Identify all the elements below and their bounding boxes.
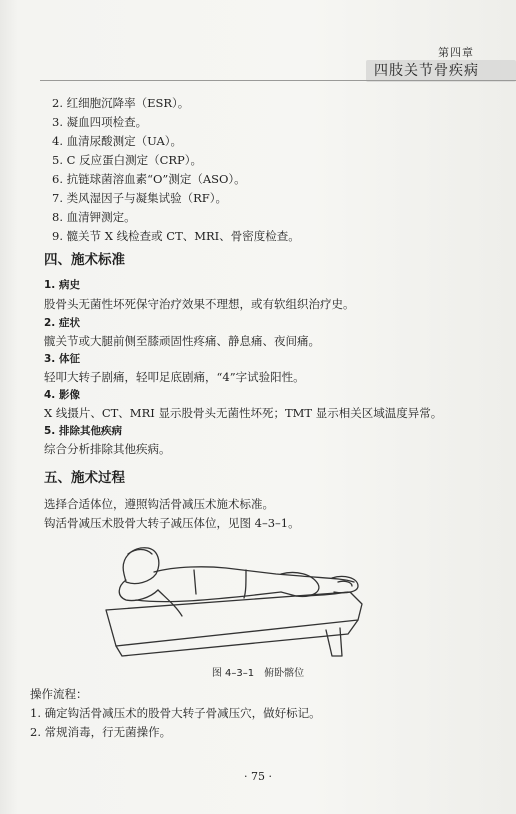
subsection-text: 轻叩大转子剧痛，轻叩足底剧痛，“4”字试验阳性。 [44,370,305,384]
chapter-label: 第四章 [438,46,474,59]
body-line: 钩活骨减压术股骨大转子减压体位，见图 4–3–1。 [44,516,300,530]
exam-item: 6. 抗链球菌溶血素“O”测定（ASO）。 [52,172,246,186]
subsection-title: 1. 病史 [44,279,80,291]
exam-item: 8. 血清钾测定。 [52,210,136,224]
procedure-title: 操作流程： [30,687,88,701]
exam-item: 9. 髋关节 X 线检查或 CT、MRI、骨密度检查。 [52,229,300,243]
prone-position-illustration [96,534,368,658]
exam-item: 4. 血清尿酸测定（UA）。 [52,134,183,148]
procedure-step: 1. 确定钩活骨减压术的股骨大转子骨减压穴，做好标记。 [30,706,321,720]
exam-item: 3. 凝血四项检查。 [52,115,148,129]
subsection-text: 髋关节或大腿前侧至膝顽固性疼痛、静息痛、夜间痛。 [44,334,320,348]
subsection-title: 3. 体征 [44,353,80,365]
page-number: · 75 · [244,770,272,783]
running-header-title: 四肢关节骨疾病 [366,60,516,82]
subsection-text: X 线摄片、CT、MRI 显示股骨头无菌性坏死；TMT 显示相关区域温度异常。 [44,406,443,420]
section-heading: 五、施术过程 [44,470,125,486]
body-line: 选择合适体位，遵照钩活骨减压术施术标准。 [44,497,274,511]
subsection-title: 5. 排除其他疾病 [44,425,122,437]
section-heading: 四、施术标准 [44,252,125,268]
subsection-title: 4. 影像 [44,389,80,401]
subsection-text: 股骨头无菌性坏死保守治疗效果不理想，或有软组织治疗史。 [44,297,355,311]
exam-item: 2. 红细胞沉降率（ESR）。 [52,96,190,110]
subsection-title: 2. 症状 [44,317,80,329]
exam-item: 7. 类风湿因子与凝集试验（RF）。 [52,191,228,205]
figure-caption: 图 4–3–1 俯卧髂位 [211,668,305,679]
header-rule [40,80,516,81]
subsection-text: 综合分析排除其他疾病。 [44,442,171,456]
exam-item: 5. C 反应蛋白测定（CRP）。 [52,153,203,167]
procedure-step: 2. 常规消毒，行无菌操作。 [30,725,172,739]
